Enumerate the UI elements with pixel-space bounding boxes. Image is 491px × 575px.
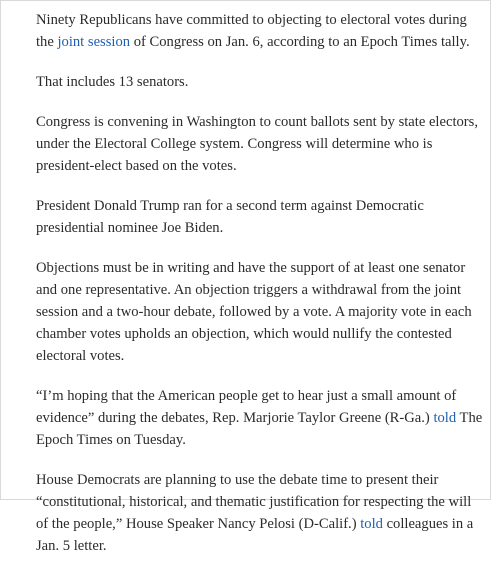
greene-told-link[interactable]: told xyxy=(433,410,457,426)
paragraph-4: President Donald Trump ran for a second term against Democratic presidential nominee Joe Biden. xyxy=(36,198,424,236)
paragraph-7 xyxy=(36,469,486,557)
paragraph-7-text-after: colleagues in a Jan. 5 letter. xyxy=(36,516,474,554)
pelosi-told-link[interactable]: told xyxy=(360,516,383,532)
paragraph-3: Congress is convening in Washington to count ballots sent by state electors, under the Electoral College system. Congress will determine who is president-elect based on the votes. xyxy=(36,114,478,174)
paragraph-5: Objections must be in writing and have the support of at least one senator and one representative. An objection triggers a withdrawal from the joint session and a two-hour debate, followed by a vote. A majority vote in each chamber votes upholds an objection, which would nullify the contested electoral votes. xyxy=(36,260,472,364)
paragraph-2: That includes 13 senators. xyxy=(36,74,189,90)
paragraph-6 xyxy=(36,385,486,451)
paragraph-6-text-before: “I’m hoping that the American people get to hear just a small amount of evidence” during the debates, Rep. Marjorie Taylor Greene (R-Ga.) xyxy=(36,388,457,426)
joint-session-link[interactable]: joint session xyxy=(57,34,131,50)
paragraph-1 xyxy=(36,9,486,53)
paragraph-1-text-before: Ninety Republicans have committed to objecting to electoral votes during the xyxy=(36,12,467,50)
paragraph-6-text-after: The Epoch Times on Tuesday. xyxy=(36,410,483,448)
article-body xyxy=(36,9,486,575)
paragraph-7-text-before: House Democrats are planning to use the debate time to present their “constitutional, historical, and thematic justification for respecting the will of the people,” House Speaker Nancy Pelosi (D-Calif.) xyxy=(36,472,472,532)
paragraph-1-text-after: of Congress on Jan. 6, according to an Epoch Times tally. xyxy=(130,34,470,50)
